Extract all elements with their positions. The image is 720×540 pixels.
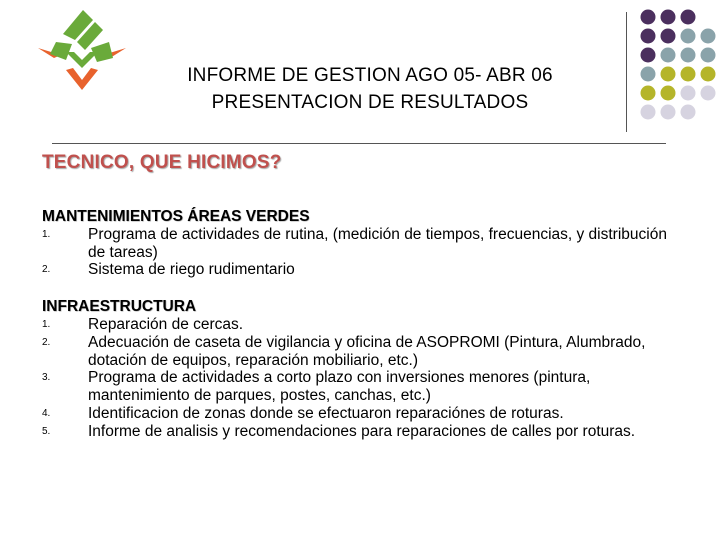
decor-dot <box>681 67 696 82</box>
decor-dot <box>661 67 676 82</box>
decor-dot <box>701 67 716 82</box>
decor-dot <box>641 10 656 25</box>
decor-dot <box>701 29 716 44</box>
decor-dot <box>681 48 696 63</box>
decor-dot <box>661 86 676 101</box>
list-item <box>42 423 682 441</box>
list-number: 5. <box>42 425 51 437</box>
decor-dot <box>661 105 676 120</box>
decor-dot <box>641 48 656 63</box>
infraestructura-heading: INFRAESTRUCTURA <box>42 298 197 316</box>
slide-content <box>42 208 682 441</box>
list-item <box>42 334 682 370</box>
vertical-divider <box>626 12 627 132</box>
asopromi-logo-icon <box>36 8 130 90</box>
decorative-dot-grid <box>638 8 720 120</box>
infraestructura-section <box>42 298 682 440</box>
decor-dot <box>641 29 656 44</box>
list-item <box>42 369 682 405</box>
list-text: Sistema de riego rudimentario <box>88 261 295 279</box>
decor-dot <box>681 86 696 101</box>
decor-dot <box>681 29 696 44</box>
list-number: 3. <box>42 372 51 384</box>
list-text: Reparación de cercas. <box>88 315 244 333</box>
decor-dot <box>661 48 676 63</box>
decor-dot <box>641 86 656 101</box>
list-number: 2. <box>42 264 51 276</box>
list-number: 1. <box>42 318 51 330</box>
decor-dot <box>701 48 716 63</box>
list-item <box>42 226 682 262</box>
decor-dot <box>641 67 656 82</box>
horizontal-divider <box>52 143 666 144</box>
title-line-2: PRESENTACION DE RESULTADOS <box>211 92 529 113</box>
decor-dot <box>681 105 696 120</box>
list-item <box>42 405 682 423</box>
title-line-1: INFORME DE GESTION AGO 05- ABR 06 <box>187 65 553 86</box>
list-number: 2. <box>42 336 51 348</box>
decor-dot <box>661 10 676 25</box>
list-item <box>42 261 682 279</box>
list-item <box>42 316 682 334</box>
mantenimientos-section <box>42 208 682 279</box>
list-number: 1. <box>42 228 51 240</box>
list-text: Informe de analisis y recomendaciones para reparaciones de calles por roturas. <box>88 422 636 440</box>
decor-dot <box>641 105 656 120</box>
list-text: Adecuación de caseta de vigilancia y oficina de ASOPROMI (Pintura, Alumbrado, dotación de equipos, reparación mobiliario, etc.) <box>88 333 646 369</box>
section-title: TECNICO, QUE HICIMOS? <box>42 152 282 173</box>
decor-dot <box>661 29 676 44</box>
decor-dot <box>701 86 716 101</box>
decor-dot <box>681 10 696 25</box>
list-text: Identificacion de zonas donde se efectuaron reparaciónes de roturas. <box>88 404 564 422</box>
list-text: Programa de actividades de rutina, (medición de tiempos, frecuencias, y distribución de tareas) <box>88 225 667 261</box>
slide-title <box>130 62 610 116</box>
mantenimientos-heading: MANTENIMIENTOS ÁREAS VERDES <box>42 208 310 225</box>
list-text: Programa de actividades a corto plazo con inversiones menores (pintura, mantenimiento de parques, postes, canchas, etc.) <box>88 369 591 405</box>
list-number: 4. <box>42 407 51 419</box>
